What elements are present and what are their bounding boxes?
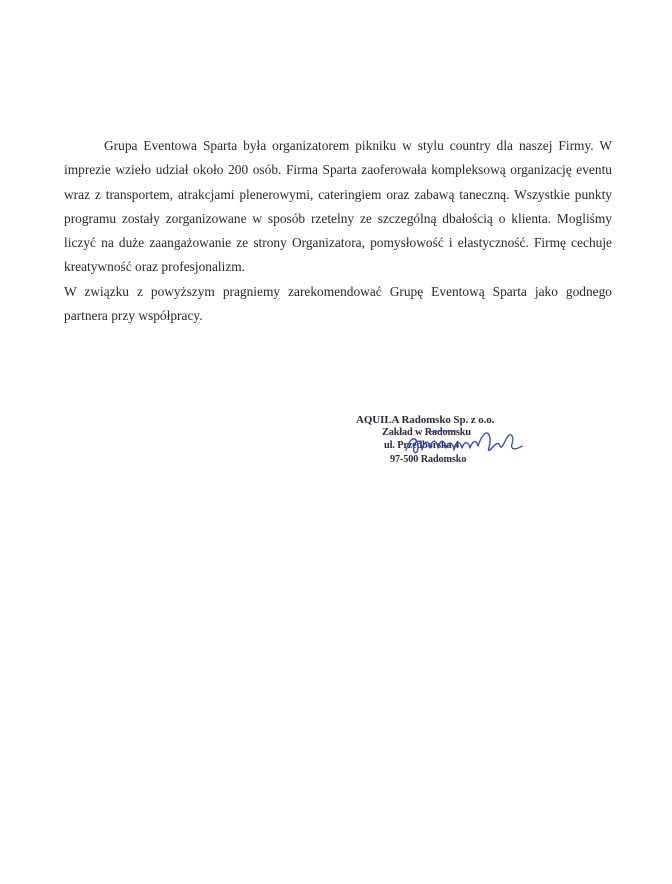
stamp-street: ul. Przedborska 4	[384, 440, 459, 451]
handwritten-signature	[400, 420, 530, 470]
stamp-company-name: AQUILA Radomsko Sp. z o.o.	[356, 414, 495, 426]
stamp-postal-city: 97-500 Radomsko	[390, 454, 467, 465]
letter-paragraph-2: W związku z powyższym pragniemy zarekomendować Grupę Eventową Sparta jako godnego partnera przy współpracy.	[64, 283, 612, 324]
letter-paragraph-1: Grupa Eventowa Sparta była organizatorem pikniku w stylu country dla naszej Firmy. W imprezie wzieło udział około 200 osób. Firma Sparta zaoferowała kompleksową organizację eventu wraz z transportem, atrakcjami plenerowymi, cateringiem oraz zabawą taneczną. Wszystkie punkty programu zostały zorganizowane w sposób rzetelny ze szczególną dbałością o klienta. Mogliśmy liczyć na duże zaangażowanie ze strony Organizatora, pomysłowość i elastyczność. Firmę cechuje kreatywność oraz profesjonalizm.	[64, 138, 612, 275]
stamp-branch: Zakład w Radomsku	[382, 427, 471, 438]
letter-body	[64, 134, 612, 328]
